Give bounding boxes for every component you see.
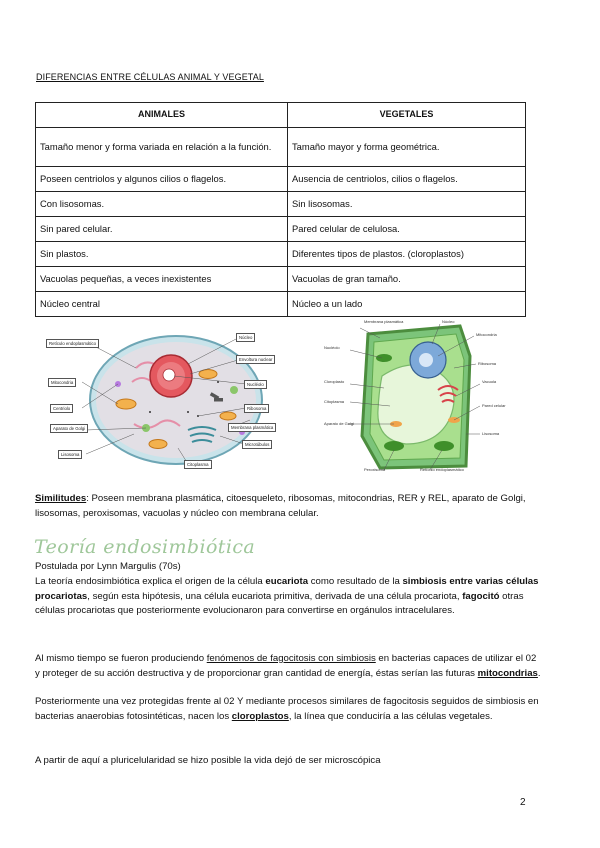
bold-span: simbiosis entre varias células procariotas [35, 576, 539, 602]
label-nucleolo: Nucléolo [244, 380, 267, 389]
table-header-row [36, 103, 526, 128]
table-cell: Vacuolas de gran tamaño. [288, 267, 526, 292]
text-span: otras células procariotas que posteriormente evolucionaron para convertirse en orgánulos intracelulares. [35, 590, 524, 617]
plant-label-lisosoma: Lisosoma [482, 431, 500, 436]
label-envoltura: Envoltura nuclear [236, 355, 275, 364]
table-row [36, 267, 526, 292]
label-citoplasma: Citoplasma [184, 460, 212, 469]
table-row [36, 128, 526, 167]
label-centriolo: Centriolo [50, 404, 73, 413]
document-title: DIFERENCIAS ENTRE CÉLULAS ANIMAL Y VEGETAL [36, 72, 264, 82]
postulada-line: Postulada por Lynn Margulis (70s) [35, 561, 181, 572]
table-cell: Núcleo a un lado [288, 292, 526, 317]
similitudes-label: Similitudes [35, 493, 87, 504]
plant-cell-diagram [320, 316, 550, 476]
table-cell: Tamaño mayor y forma geométrica. [288, 128, 526, 167]
table-cell: Sin pared celular. [36, 217, 288, 242]
text-span: , según esta hipótesis, una célula eucariota primitiva, derivada de una célula procariota, [87, 590, 463, 602]
bold-span: eucariota [265, 576, 309, 587]
table-row [36, 217, 526, 242]
label-mitocondria: Mitocondria [48, 378, 76, 387]
label-nucleo: Núcleo [236, 333, 255, 342]
table-cell: Núcleo central [36, 292, 288, 317]
plant-label-peroxisoma: Peroxisoma [364, 467, 386, 472]
paragraph-3 [35, 695, 543, 724]
table-row [36, 192, 526, 217]
plant-label-vacuola: Vacuola [482, 379, 497, 384]
text-span: . [537, 667, 541, 679]
underlined-span: fenómenos de fagocitosis con simbiosis [206, 653, 376, 664]
paragraph-1 [35, 575, 543, 619]
comparison-table [35, 102, 526, 317]
table-cell: Sin lisosomas. [288, 192, 526, 217]
plant-label-reticulo: Retículo endoplasmático [420, 467, 464, 472]
plant-label-ribosoma: Ribosoma [478, 361, 497, 366]
plant-label-nucleo: Núcleo [442, 319, 455, 324]
table-cell: Ausencia de centriolos, cilios o flagelos. [288, 167, 526, 192]
plant-label-citoplasma: Citoplasma [324, 399, 345, 404]
table-cell: Diferentes tipos de plastos. (cloroplastos) [288, 242, 526, 267]
table-row [36, 167, 526, 192]
table-row [36, 242, 526, 267]
plant-label-nucleolo: Nucléolo [324, 345, 340, 350]
similitudes-paragraph [35, 491, 543, 521]
label-ribosoma: Ribosoma [244, 404, 269, 413]
label-golgi: Aparato de Golgi [50, 424, 88, 433]
section-heading: Teoría endosimbiótica [34, 536, 256, 558]
plant-label-membrana: Membrana plasmática [364, 319, 404, 324]
plant-label-cloroplasto: Cloroplasto [324, 379, 345, 384]
table-cell: Con lisosomas. [36, 192, 288, 217]
label-microtubulos: Microtúbulos [242, 440, 272, 449]
bold-span: fagocitó [462, 590, 500, 602]
header-animales: ANIMALES [36, 103, 288, 128]
text-span: Posteriormente una vez protegidas frente al 02 Y mediante procesos similares de fagocitosis seguidos de simbiosis en bacterias anaerobias fotosintéticas, nacen los [35, 696, 539, 722]
animal-cell-diagram [38, 324, 308, 472]
text-span: en bacterias capaces de utilizar el 02 y proteger de su acción destructiva y de proporcionar gran cantidad de energía, éstas serían las futuras [35, 653, 537, 679]
label-lisosoma: Lisosoma [58, 450, 82, 459]
text-span: , la línea que conduciría a las células vegetales. [288, 710, 493, 722]
header-vegetales: VEGETALES [288, 103, 526, 128]
table-row [36, 292, 526, 317]
bold-underlined-span: mitocondrias [477, 667, 538, 679]
table-cell: Tamaño menor y forma variada en relación a la función. [36, 128, 288, 167]
table-cell: Poseen centriolos y algunos cilios o flagelos. [36, 167, 288, 192]
similitudes-text: : Poseen membrana plasmática, citoesqueleto, ribosomas, mitocondrias, RER y REL, aparato de Golgi, lisosomas, peroxisomas, vacuolas y núcleo con membrana celular. [35, 493, 526, 519]
table-cell: Sin plastos. [36, 242, 288, 267]
table-cell: Pared celular de celulosa. [288, 217, 526, 242]
bold-underlined-span: cloroplastos [231, 710, 289, 722]
text-span: Al mismo tiempo se fueron produciendo [35, 653, 207, 664]
plant-label-pared: Pared celular [482, 403, 506, 408]
plant-cell-illustration [320, 316, 550, 476]
plant-label-golgi: Aparato de Golgi [324, 421, 355, 426]
table-cell: Vacuolas pequeñas, a veces inexistentes [36, 267, 288, 292]
label-reticulo: Retículo endoplasmático [46, 339, 99, 348]
page-number: 2 [520, 797, 526, 808]
text-span: como resultado de la [308, 576, 403, 587]
label-membrana: Membrana plasmática [228, 423, 276, 432]
paragraph-4: A partir de aquí a pluricelularidad se hizo posible la vida dejó de ser microscópica [35, 755, 381, 766]
text-span: La teoría endosimbiótica explica el origen de la célula [35, 576, 266, 587]
paragraph-2 [35, 652, 543, 681]
plant-label-mitocondria: Mitocondria [476, 332, 497, 337]
